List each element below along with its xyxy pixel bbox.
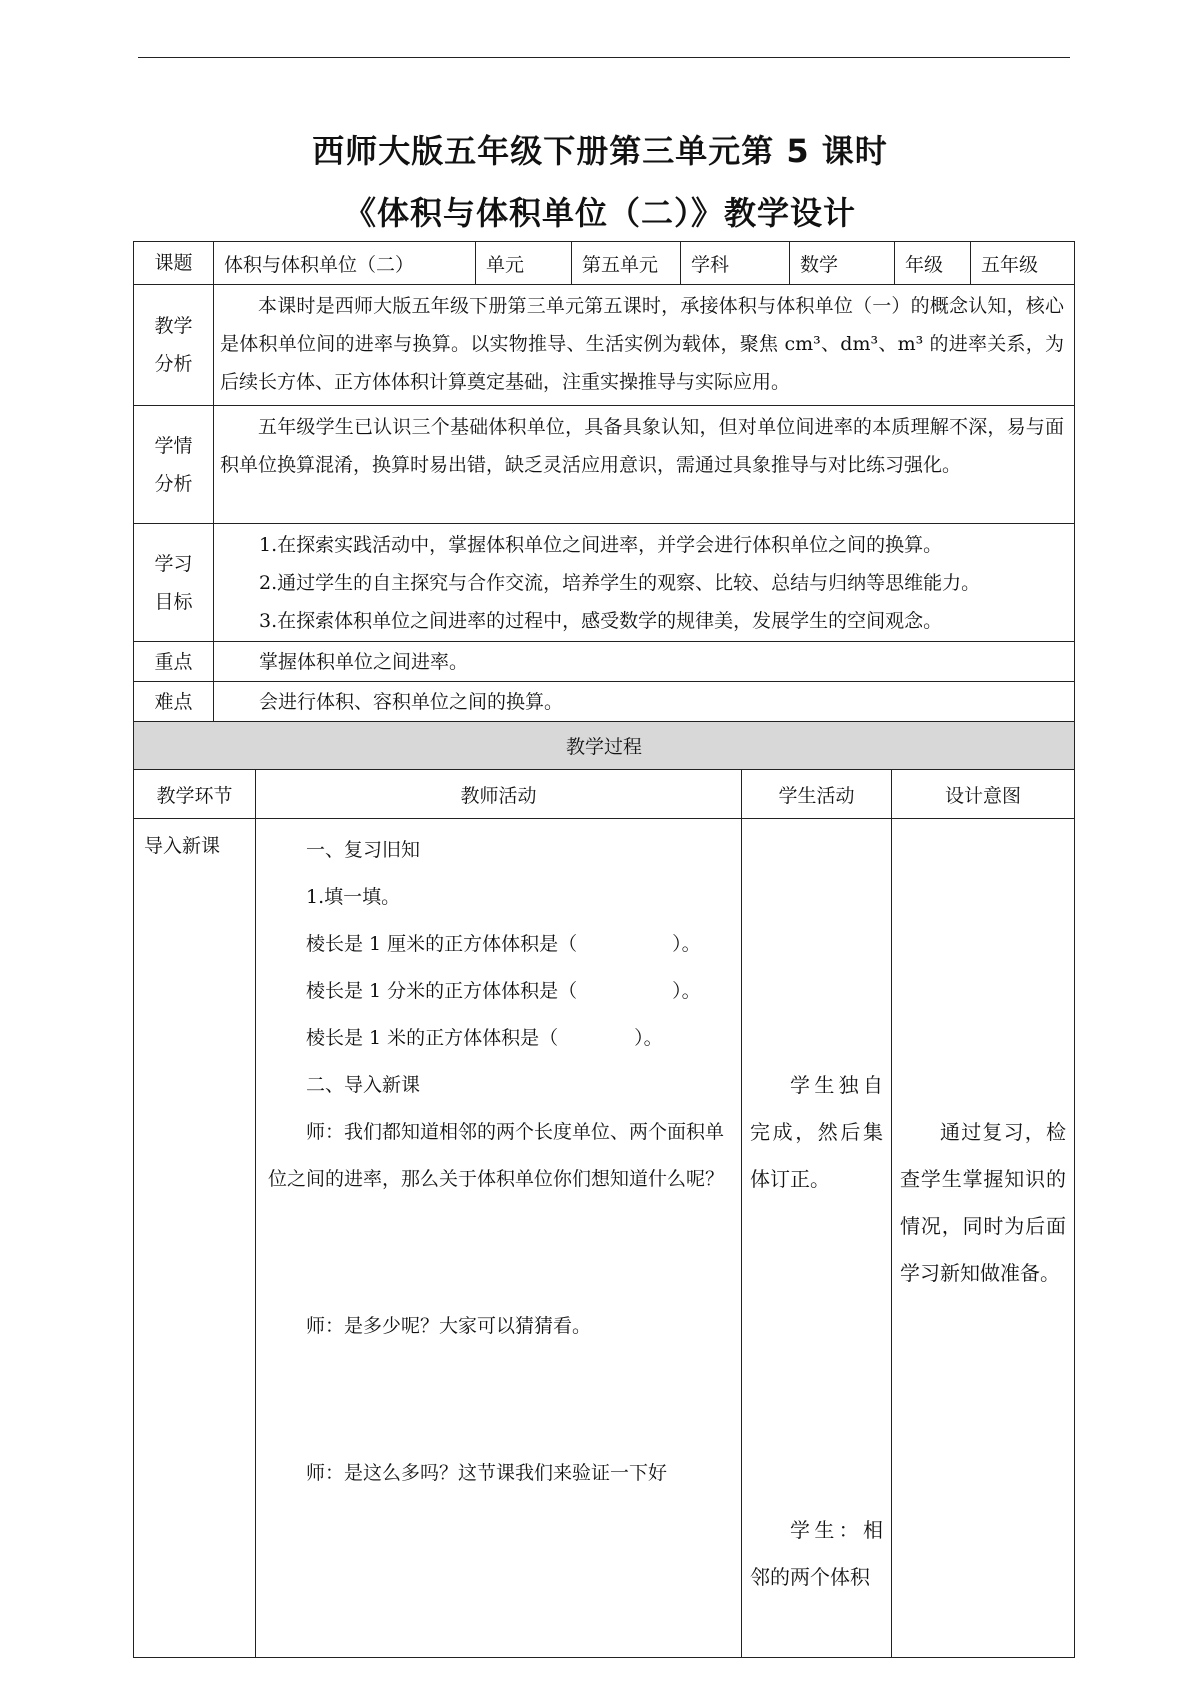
student-analysis-cell	[214, 406, 1075, 524]
grade-label: 年级	[895, 242, 971, 285]
teacher-line: 棱长是 1 分米的正方体体积是（ ）。	[306, 980, 701, 1002]
teacher-line: 1.填一填。	[306, 886, 401, 908]
student-analysis-label	[134, 406, 214, 524]
info-row-goals	[134, 524, 1075, 642]
header-student-activity: 学生活动	[742, 770, 892, 819]
analysis-label-line-1: 教学	[154, 315, 193, 337]
design-intent-text: 通过复习，检查学生掌握知识的情况，同时为后面学习新知做准备。	[900, 1120, 1067, 1285]
info-row-difficulty	[134, 682, 1075, 722]
info-row-key-point	[134, 642, 1075, 682]
student-analysis-label-line-1: 学情	[154, 434, 193, 457]
goals-cell	[214, 524, 1075, 642]
analysis-cell	[214, 285, 1075, 406]
subject-label: 学科	[681, 242, 790, 285]
header-teacher-activity: 教师活动	[256, 770, 742, 819]
student-analysis-text: 五年级学生已认识三个基础体积单位，具备具象认知，但对单位间进率的本质理解不深，易与面积单位换算混淆，换算时易出错，缺乏灵活应用意识，需通过具象推导与对比练习强化。	[220, 416, 1064, 476]
goal-item: 1.在探索实践活动中，掌握体积单位之间进率，并学会进行体积单位之间的换算。	[259, 534, 943, 556]
student-activity-text-2: 学生：相邻的两个体积	[750, 1518, 883, 1589]
teacher-line: 一、复习旧知	[306, 839, 421, 861]
student-activity-cell	[742, 819, 892, 1658]
subject-value: 数学	[790, 242, 895, 285]
process-band-row	[134, 722, 1075, 770]
info-row-student-analysis	[134, 406, 1075, 524]
goals-label-line-1: 学习	[154, 552, 193, 575]
difficulty-label: 难点	[134, 682, 214, 722]
topic-value: 体积与体积单位（二）	[214, 242, 476, 285]
info-row-analysis	[134, 285, 1075, 406]
unit-value: 第五单元	[572, 242, 681, 285]
spacer	[268, 1203, 731, 1303]
teacher-line: 棱长是 1 厘米的正方体体积是（ ）。	[306, 933, 701, 955]
process-body-row	[134, 819, 1075, 1658]
student-activity-text-1: 学生独自完成，然后集体订正。	[750, 1073, 883, 1191]
teacher-line: 师：是多少呢？大家可以猜猜看。	[306, 1315, 592, 1337]
teacher-line: 师：我们都知道相邻的两个长度单位、两个面积单位之间的进率，那么关于体积单位你们想知道什么呢？	[268, 1121, 725, 1190]
teaching-process-table	[133, 721, 1075, 1658]
header-stage: 教学环节	[134, 770, 256, 819]
process-band-title: 教学过程	[134, 722, 1075, 770]
info-row-topic	[134, 242, 1075, 285]
key-point-text: 掌握体积单位之间进率。	[214, 642, 1075, 682]
header-rule	[138, 57, 1070, 58]
student-analysis-label-line-2: 分析	[154, 472, 193, 495]
key-point-label: 重点	[134, 642, 214, 682]
stage-cell: 导入新课	[134, 819, 256, 1658]
document-title-line-1: 西师大版五年级下册第三单元第 5 课时	[312, 132, 888, 170]
grade-value: 五年级	[971, 242, 1075, 285]
analysis-label	[134, 285, 214, 406]
analysis-text: 本课时是西师大版五年级下册第三单元第五课时，承接体积与体积单位（一）的概念认知，核心是体积单位间的进率与换算。以实物推导、生活实例为载体，聚焦 cm³、dm³、m³ 的进率关系，为后续长方体、正方体体积计算奠定基础，注重实操推导与实际应用。	[220, 295, 1064, 393]
lesson-info-table	[133, 241, 1075, 722]
teacher-line: 棱长是 1 米的正方体体积是（ ）。	[306, 1027, 663, 1049]
analysis-label-line-2: 分析	[154, 353, 193, 375]
topic-label: 课题	[134, 242, 214, 285]
teacher-line: 师：是这么多吗？这节课我们来验证一下好	[306, 1462, 668, 1484]
goal-item: 3.在探索体积单位之间进率的过程中，感受数学的规律美，发展学生的空间观念。	[259, 610, 943, 632]
design-intent-cell	[892, 819, 1075, 1658]
goals-label-line-2: 目标	[154, 590, 193, 613]
header-design-intent: 设计意图	[892, 770, 1075, 819]
document-title-line-2: 《体积与体积单位（二）》教学设计	[343, 194, 856, 232]
process-header-row	[134, 770, 1075, 819]
unit-label: 单元	[476, 242, 572, 285]
goals-label	[134, 524, 214, 642]
difficulty-text: 会进行体积、容积单位之间的换算。	[214, 682, 1075, 722]
teacher-line: 二、导入新课	[306, 1074, 421, 1096]
teacher-activity-cell	[256, 819, 742, 1658]
goal-item: 2.通过学生的自主探究与合作交流，培养学生的观察、比较、总结与归纳等思维能力。	[259, 572, 981, 594]
spacer	[268, 1350, 731, 1450]
